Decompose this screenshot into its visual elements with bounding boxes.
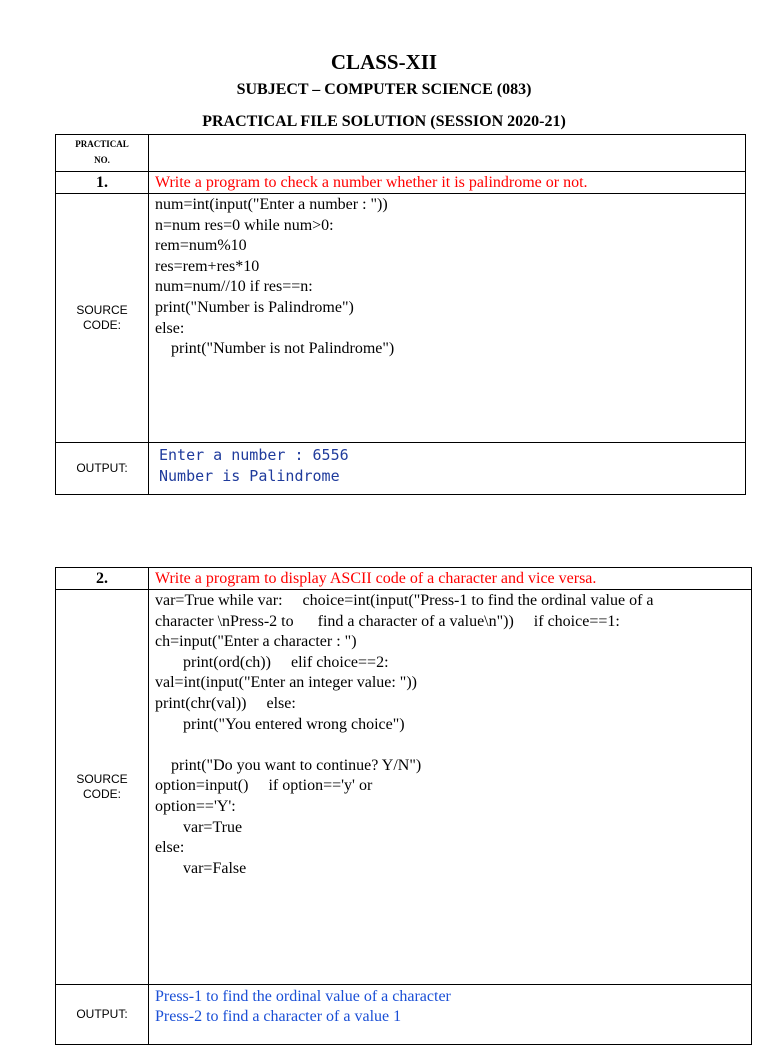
output-line: Enter a number : 6556 — [159, 446, 349, 464]
practical-table-1 — [55, 134, 746, 495]
code-line: option=='Y': — [155, 797, 236, 815]
source-label-line2: CODE: — [82, 318, 121, 332]
code-line: character \nPress-2 to find a character of a value\n")) if choice==1: — [155, 612, 620, 630]
source-code-block — [149, 590, 752, 985]
code-line: print("Number is not Palindrome") — [155, 340, 395, 358]
output-label: OUTPUT: — [56, 443, 149, 495]
header-blank-cell — [149, 135, 746, 172]
screenshot-edge — [149, 443, 385, 446]
source-code-block — [149, 194, 746, 443]
output-line: Press-2 to find a character of a value 1 — [155, 1008, 402, 1025]
code-line: print("Number is Palindrome") — [155, 298, 354, 316]
code-line: ch=input("Enter a character : ") — [155, 633, 357, 651]
practical-no-label-line1: PRACTICAL — [75, 139, 129, 149]
output-label: OUTPUT: — [56, 985, 149, 1045]
code-line: num=num//10 if res==n: — [155, 278, 313, 296]
code-line: n=num res=0 while num>0: — [155, 216, 334, 234]
source-label-line1: SOURCE — [76, 772, 128, 786]
code-line: val=int(input("Enter an integer value: ")) — [155, 674, 417, 692]
code-line: print(chr(val)) else: — [155, 694, 296, 712]
code-line: option=input() if option=='y' or — [155, 777, 373, 795]
output-screenshot — [149, 443, 746, 495]
source-code-label — [56, 590, 149, 985]
code-line: print("You entered wrong choice") — [155, 715, 405, 733]
practical-number: 1. — [56, 172, 149, 194]
code-line: num=int(input("Enter a number : ")) — [155, 196, 388, 213]
code-line: var=False — [155, 859, 247, 877]
source-label-line1: SOURCE — [76, 303, 128, 317]
source-code-label — [56, 194, 149, 443]
practical-table-2 — [55, 567, 752, 1045]
code-line: print(ord(ch)) elif choice==2: — [155, 653, 389, 671]
code-line: rem=num%10 — [155, 237, 247, 255]
output-text — [149, 985, 752, 1045]
class-title: CLASS-XII — [330, 50, 438, 74]
code-line: else: — [155, 319, 185, 337]
code-line: res=rem+res*10 — [155, 257, 260, 275]
question-text: Write a program to check a number whether it is palindrome or not. — [149, 172, 746, 194]
code-line: print("Do you want to continue? Y/N") — [155, 756, 422, 774]
source-label-line2: CODE: — [82, 787, 121, 801]
output-line: Number is Palindrome — [159, 467, 340, 485]
practical-title: PRACTICAL FILE SOLUTION (SESSION 2020-21) — [202, 113, 566, 130]
subject-title: SUBJECT – COMPUTER SCIENCE (083) — [236, 81, 532, 98]
code-line — [155, 735, 751, 756]
practical-number: 2. — [56, 568, 149, 590]
code-line: var=True while var: choice=int(input("Press-1 to find the ordinal value of a — [155, 592, 654, 609]
question-text: Write a program to display ASCII code of a character and vice versa. — [149, 568, 752, 590]
output-line: Press-1 to find the ordinal value of a character — [155, 988, 451, 1005]
practical-no-label-line2: NO. — [94, 155, 110, 165]
code-line: else: — [155, 839, 185, 857]
practical-no-header — [56, 135, 149, 172]
code-line: var=True — [155, 818, 243, 836]
